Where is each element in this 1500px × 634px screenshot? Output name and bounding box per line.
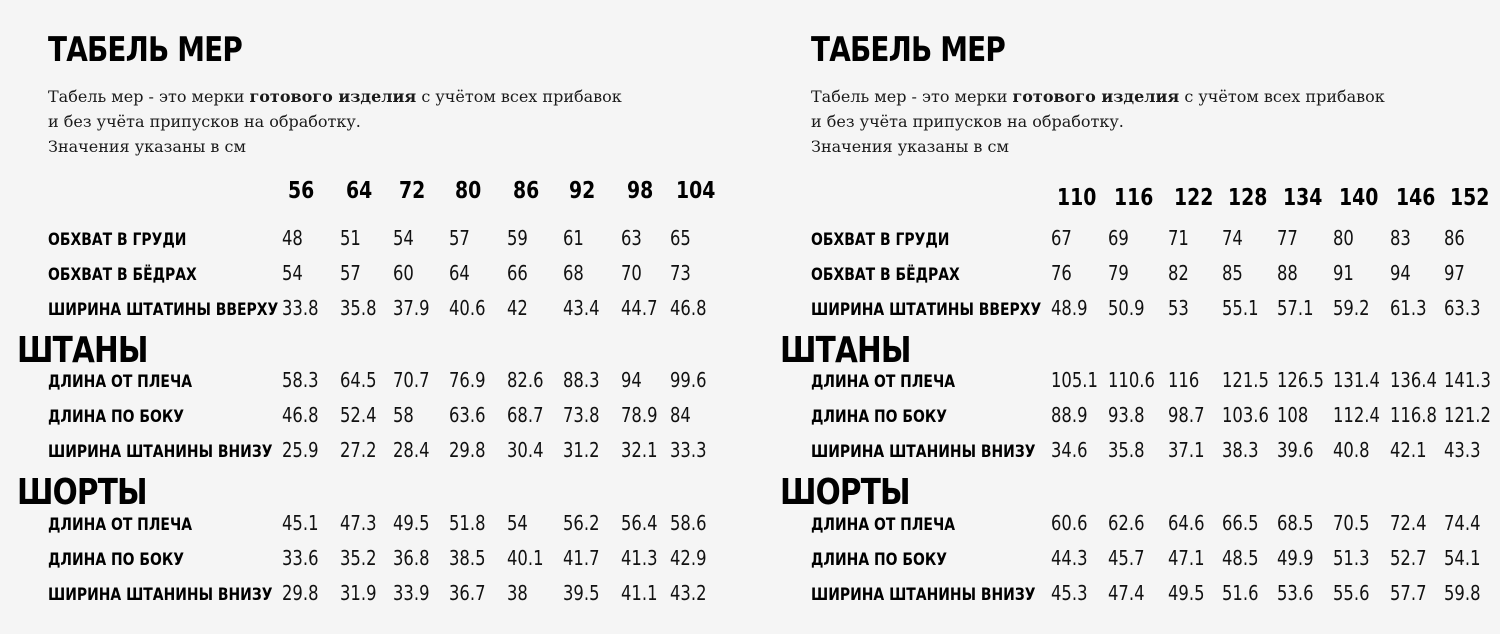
measurement-value: 70.7 [393, 368, 430, 392]
measurement-value: 40.1 [507, 546, 544, 570]
measurement-value: 94 [1390, 261, 1411, 285]
measurement-value: 110.6 [1108, 368, 1155, 392]
measurement-value: 44.3 [1051, 546, 1088, 570]
measurement-value: 47.4 [1108, 581, 1145, 605]
row-label: ОБХВАТ В БЁДРАХ [48, 265, 197, 285]
measurement-value: 47.3 [340, 511, 377, 535]
measurement-value: 57 [449, 226, 470, 250]
measurement-value: 73 [670, 261, 691, 285]
size-header: 92 [569, 178, 596, 204]
measurement-value: 88.9 [1051, 403, 1088, 427]
measurement-value: 37.1 [1168, 438, 1205, 462]
measurement-value: 46.8 [282, 403, 319, 427]
row-label: ДЛИНА ОТ ПЛЕЧА [48, 372, 193, 392]
measurement-value: 41.3 [621, 546, 658, 570]
measurement-value: 68 [563, 261, 584, 285]
measurement-value: 54 [393, 226, 414, 250]
row-label: ДЛИНА ПО БОКУ [48, 550, 184, 570]
size-header: 98 [627, 178, 654, 204]
measurement-value: 56.2 [563, 511, 600, 535]
measurement-value: 105.1 [1051, 368, 1098, 392]
measurement-value: 58.6 [670, 511, 707, 535]
measurement-value: 91 [1333, 261, 1354, 285]
section-title: ШТАНЫ [17, 330, 148, 371]
measurement-value: 74 [1222, 226, 1243, 250]
measurement-value: 108 [1277, 403, 1309, 427]
measurement-value: 58 [393, 403, 414, 427]
measurement-value: 82.6 [507, 368, 544, 392]
row-label: ДЛИНА ОТ ПЛЕЧА [811, 515, 956, 535]
measurement-value: 38.3 [1222, 438, 1259, 462]
measurement-value: 36.7 [449, 581, 486, 605]
measurement-value: 98.7 [1168, 403, 1205, 427]
measurement-value: 61 [563, 226, 584, 250]
row-label: ШИРИНА ШТАТИНЫ ВВЕРХУ [48, 300, 279, 320]
measurement-value: 63.3 [1444, 296, 1481, 320]
measurement-value: 80 [1333, 226, 1354, 250]
description-line-1 [811, 84, 1385, 109]
row-label: ДЛИНА ПО БОКУ [811, 407, 947, 427]
measurement-value: 103.6 [1222, 403, 1269, 427]
measurement-value: 31.9 [340, 581, 377, 605]
measurement-value: 42 [507, 296, 528, 320]
measurement-value: 116 [1168, 368, 1200, 392]
chart-title: ТАБЕЛЬ МЕР [811, 30, 1006, 70]
row-label: ДЛИНА ПО БОКУ [811, 550, 947, 570]
measurement-value: 51.6 [1222, 581, 1259, 605]
measurement-value: 39.6 [1277, 438, 1314, 462]
chart-title: ТАБЕЛЬ МЕР [48, 30, 243, 70]
measurement-value: 71 [1168, 226, 1189, 250]
size-header: 140 [1339, 185, 1379, 211]
measurement-value: 99.6 [670, 368, 707, 392]
measurement-value: 76.9 [449, 368, 486, 392]
measurement-value: 61.3 [1390, 296, 1427, 320]
measurement-value: 43.4 [563, 296, 600, 320]
size-header: 152 [1450, 185, 1490, 211]
measurement-value: 31.2 [563, 438, 600, 462]
size-chart-right [763, 0, 1500, 634]
measurement-value: 46.8 [670, 296, 707, 320]
size-header: 80 [455, 178, 482, 204]
measurement-value: 53 [1168, 296, 1189, 320]
measurement-value: 33.9 [393, 581, 430, 605]
measurement-value: 126.5 [1277, 368, 1324, 392]
measurement-value: 136.4 [1390, 368, 1437, 392]
measurement-value: 43.2 [670, 581, 707, 605]
measurement-value: 141.3 [1444, 368, 1491, 392]
measurement-value: 45.7 [1108, 546, 1145, 570]
measurement-value: 49.5 [1168, 581, 1205, 605]
measurement-value: 121.5 [1222, 368, 1269, 392]
measurement-value: 37.9 [393, 296, 430, 320]
measurement-value: 70.5 [1333, 511, 1370, 535]
measurement-value: 47.1 [1168, 546, 1205, 570]
measurement-value: 54.1 [1444, 546, 1481, 570]
row-label: ОБХВАТ В ГРУДИ [811, 230, 950, 250]
measurement-value: 121.2 [1444, 403, 1491, 427]
measurement-value: 41.7 [563, 546, 600, 570]
measurement-value: 72.4 [1390, 511, 1427, 535]
measurement-value: 57 [340, 261, 361, 285]
size-header: 110 [1057, 185, 1097, 211]
measurement-value: 77 [1277, 226, 1298, 250]
description-emphasis: готового изделия [249, 87, 417, 106]
size-header: 56 [288, 178, 315, 204]
measurement-value: 63 [621, 226, 642, 250]
measurement-value: 27.2 [340, 438, 377, 462]
measurement-value: 60 [393, 261, 414, 285]
measurement-value: 59.8 [1444, 581, 1481, 605]
measurement-value: 58.3 [282, 368, 319, 392]
description-text: с учётом всех прибавок [416, 87, 622, 106]
measurement-value: 79 [1108, 261, 1129, 285]
row-label: ШИРИНА ШТАНИНЫ ВНИЗУ [811, 442, 1036, 462]
measurement-value: 35.8 [340, 296, 377, 320]
measurement-value: 65 [670, 226, 691, 250]
row-label: ОБХВАТ В ГРУДИ [48, 230, 187, 250]
measurement-value: 112.4 [1333, 403, 1380, 427]
measurement-value: 59.2 [1333, 296, 1370, 320]
measurement-value: 40.8 [1333, 438, 1370, 462]
measurement-value: 49.9 [1277, 546, 1314, 570]
size-header: 104 [676, 178, 716, 204]
description-line-3: Значения указаны в см [48, 137, 246, 156]
measurement-value: 66.5 [1222, 511, 1259, 535]
measurement-value: 35.2 [340, 546, 377, 570]
description-text: Табель мер - это мерки [811, 87, 1013, 106]
measurement-value: 55.1 [1222, 296, 1259, 320]
chart-description [811, 84, 1385, 159]
description-line-1 [48, 84, 622, 109]
measurement-value: 76 [1051, 261, 1072, 285]
measurement-value: 57.7 [1390, 581, 1427, 605]
measurement-value: 39.5 [563, 581, 600, 605]
measurement-value: 43.3 [1444, 438, 1481, 462]
description-line-2: и без учёта припусков на обработку. [48, 112, 361, 131]
measurement-value: 29.8 [449, 438, 486, 462]
measurement-value: 33.3 [670, 438, 707, 462]
measurement-value: 34.6 [1051, 438, 1088, 462]
section-title: ШОРТЫ [780, 472, 910, 513]
measurement-value: 42.1 [1390, 438, 1427, 462]
measurement-value: 56.4 [621, 511, 658, 535]
measurement-value: 53.6 [1277, 581, 1314, 605]
measurement-value: 29.8 [282, 581, 319, 605]
measurement-value: 70 [621, 261, 642, 285]
measurement-value: 78.9 [621, 403, 658, 427]
measurement-value: 93.8 [1108, 403, 1145, 427]
measurement-value: 45.1 [282, 511, 319, 535]
row-label: ШИРИНА ШТАНИНЫ ВНИЗУ [48, 585, 273, 605]
measurement-value: 50.9 [1108, 296, 1145, 320]
measurement-value: 64.6 [1168, 511, 1205, 535]
measurement-value: 63.6 [449, 403, 486, 427]
measurement-value: 38 [507, 581, 528, 605]
measurement-value: 57.1 [1277, 296, 1314, 320]
measurement-value: 74.4 [1444, 511, 1481, 535]
size-header: 134 [1283, 185, 1323, 211]
row-label: ОБХВАТ В БЁДРАХ [811, 265, 960, 285]
row-label: ШИРИНА ШТАТИНЫ ВВЕРХУ [811, 300, 1042, 320]
measurement-value: 55.6 [1333, 581, 1370, 605]
measurement-value: 82 [1168, 261, 1189, 285]
measurement-value: 85 [1222, 261, 1243, 285]
measurement-value: 25.9 [282, 438, 319, 462]
row-label: ШИРИНА ШТАНИНЫ ВНИЗУ [811, 585, 1036, 605]
row-label: ДЛИНА ОТ ПЛЕЧА [811, 372, 956, 392]
measurement-value: 88.3 [563, 368, 600, 392]
measurement-value: 84 [670, 403, 691, 427]
measurement-value: 68.7 [507, 403, 544, 427]
measurement-value: 83 [1390, 226, 1411, 250]
measurement-value: 32.1 [621, 438, 658, 462]
size-header: 64 [346, 178, 373, 204]
measurement-value: 54 [282, 261, 303, 285]
description-line-3: Значения указаны в см [811, 137, 1009, 156]
measurement-value: 97 [1444, 261, 1465, 285]
measurement-value: 51.8 [449, 511, 486, 535]
row-label: ДЛИНА ПО БОКУ [48, 407, 184, 427]
measurement-value: 54 [507, 511, 528, 535]
section-title: ШТАНЫ [780, 330, 911, 371]
description-line-2: и без учёта припусков на обработку. [811, 112, 1124, 131]
measurement-value: 62.6 [1108, 511, 1145, 535]
measurement-value: 44.7 [621, 296, 658, 320]
measurement-value: 49.5 [393, 511, 430, 535]
size-header: 146 [1396, 185, 1436, 211]
measurement-value: 45.3 [1051, 581, 1088, 605]
measurement-value: 42.9 [670, 546, 707, 570]
measurement-value: 69 [1108, 226, 1129, 250]
measurement-value: 64 [449, 261, 470, 285]
measurement-value: 41.1 [621, 581, 658, 605]
measurement-value: 33.8 [282, 296, 319, 320]
measurement-value: 52.4 [340, 403, 377, 427]
size-header: 116 [1114, 185, 1154, 211]
chart-description [48, 84, 622, 159]
measurement-value: 131.4 [1333, 368, 1380, 392]
measurement-value: 48.9 [1051, 296, 1088, 320]
measurement-value: 36.8 [393, 546, 430, 570]
measurement-value: 35.8 [1108, 438, 1145, 462]
size-header: 72 [399, 178, 426, 204]
description-text: с учётом всех прибавок [1179, 87, 1385, 106]
size-header: 86 [513, 178, 540, 204]
measurement-value: 66 [507, 261, 528, 285]
description-emphasis: готового изделия [1012, 87, 1180, 106]
row-label: ДЛИНА ОТ ПЛЕЧА [48, 515, 193, 535]
measurement-value: 51 [340, 226, 361, 250]
measurement-value: 64.5 [340, 368, 377, 392]
measurement-value: 116.8 [1390, 403, 1437, 427]
measurement-value: 48 [282, 226, 303, 250]
measurement-value: 48.5 [1222, 546, 1259, 570]
measurement-value: 59 [507, 226, 528, 250]
measurement-value: 33.6 [282, 546, 319, 570]
measurement-value: 67 [1051, 226, 1072, 250]
section-title: ШОРТЫ [17, 472, 147, 513]
measurement-value: 40.6 [449, 296, 486, 320]
description-text: Табель мер - это мерки [48, 87, 250, 106]
size-header: 122 [1174, 185, 1214, 211]
measurement-value: 38.5 [449, 546, 486, 570]
measurement-value: 88 [1277, 261, 1298, 285]
measurement-value: 68.5 [1277, 511, 1314, 535]
measurement-value: 51.3 [1333, 546, 1370, 570]
measurement-value: 86 [1444, 226, 1465, 250]
measurement-value: 30.4 [507, 438, 544, 462]
measurement-value: 73.8 [563, 403, 600, 427]
measurement-value: 28.4 [393, 438, 430, 462]
row-label: ШИРИНА ШТАНИНЫ ВНИЗУ [48, 442, 273, 462]
measurement-value: 94 [621, 368, 642, 392]
size-header: 128 [1228, 185, 1268, 211]
measurement-value: 60.6 [1051, 511, 1088, 535]
measurement-value: 52.7 [1390, 546, 1427, 570]
